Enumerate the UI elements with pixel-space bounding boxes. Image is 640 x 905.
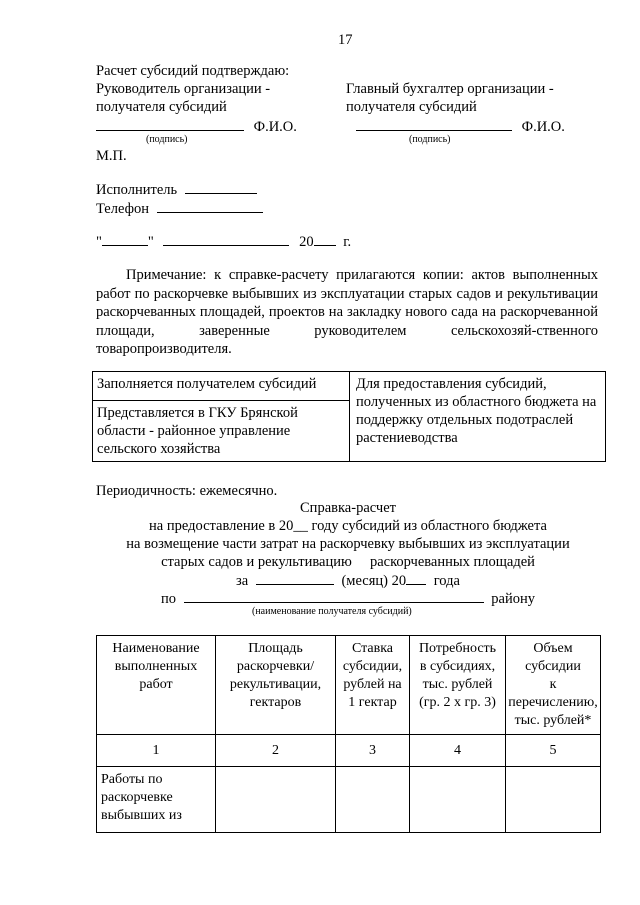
header-cell-work-name: Наименование выполненных работ <box>97 636 216 735</box>
certificate-line1: на предоставление в 20__ году субсидий из областного бюджета <box>149 518 547 534</box>
district-suffix: району <box>491 591 535 607</box>
date-suffix: г. <box>343 234 352 250</box>
head-title-line1: Руководитель организации - <box>96 81 271 97</box>
executor-blank <box>185 180 257 194</box>
date-quote-open: " <box>96 234 102 250</box>
purpose-line3: поддержку отдельных подотраслей <box>356 412 574 428</box>
certificate-line2: на возмещение части затрат на раскорчевку выбывших из эксплуатации <box>126 536 570 552</box>
filled-by-box <box>92 371 350 401</box>
filled-by-text: Заполняется получателем субсидий <box>97 376 317 392</box>
table-number-row <box>97 735 601 767</box>
certificate-line3: старых садов и рекультивацию раскорчеванных площадей <box>161 554 535 570</box>
accountant-signature-caption: (подпись) <box>409 134 451 145</box>
row-need-cell <box>410 767 506 833</box>
head-title-line2: получателя субсидий <box>96 99 227 115</box>
phone-label: Телефон <box>96 201 149 217</box>
row-volume-cell <box>506 767 601 833</box>
year-blank <box>406 571 426 585</box>
subsidy-table <box>96 635 601 833</box>
phone-blank <box>157 199 263 213</box>
period-prefix: за <box>236 573 249 589</box>
phone-line <box>96 199 263 218</box>
column-number-5: 5 <box>506 735 601 767</box>
date-year-blank <box>314 232 336 246</box>
stamp-label: М.П. <box>96 148 127 164</box>
recipient-blank <box>184 589 484 603</box>
recipient-caption: (наименование получателя субсидий) <box>252 606 412 617</box>
header-cell-volume: Объем субсидии к перечислению, тыс. рублей* <box>506 636 601 735</box>
table-row <box>97 767 601 833</box>
column-number-3: 3 <box>336 735 410 767</box>
row-work-name: Работы по раскорчевке выбывших из <box>97 767 216 833</box>
purpose-line2: полученных из областного бюджета на <box>356 394 597 410</box>
submitted-to-line3: сельского хозяйства <box>97 441 221 457</box>
note-paragraph <box>96 266 598 359</box>
district-prefix: по <box>161 591 177 607</box>
submitted-to-line2: области - районное управление <box>97 423 291 439</box>
certificate-title: Справка-расчет <box>300 500 396 516</box>
column-number-1: 1 <box>97 735 216 767</box>
certificate-period-line <box>96 571 600 590</box>
header-cell-rate: Ставка субсидии, рублей на 1 гектар <box>336 636 410 735</box>
row-area-cell <box>216 767 336 833</box>
head-fio-label: Ф.И.О. <box>253 119 297 135</box>
accountant-signature-line <box>356 117 565 136</box>
column-number-4: 4 <box>410 735 506 767</box>
executor-line <box>96 180 257 199</box>
head-signature-line <box>96 117 297 136</box>
head-signature-caption: (подпись) <box>146 134 188 145</box>
accountant-title-line2: получателя субсидий <box>346 99 477 115</box>
accountant-signature-blank <box>356 117 512 131</box>
note-text: Примечание: к справке-расчету прилагаются копии: актов выполненных работ по раскорчевке выбывших из эксплуатации старых садов и рекультивации раскорчеванных площадей, проектов на закладку нового сада на раскорчеванной площади, заверенные руководителем сельскохозяй-ственного товаропроизводителя. <box>96 267 598 357</box>
date-quote-close: " <box>147 234 154 250</box>
periodicity: Периодичность: ежемесячно. <box>96 483 278 499</box>
submitted-to-box <box>92 400 350 462</box>
row-rate-cell <box>336 767 410 833</box>
submitted-to-line1: Представляется в ГКУ Брянской <box>97 405 298 421</box>
purpose-line4: растениеводства <box>356 430 458 446</box>
executor-label: Исполнитель <box>96 182 178 198</box>
purpose-line1: Для предоставления субсидий, <box>356 376 547 392</box>
table-header-row <box>97 636 601 735</box>
date-day-blank <box>102 232 148 246</box>
header-cell-need: Потребность в субсидиях, тыс. рублей (гр. 2 х гр. 3) <box>410 636 506 735</box>
column-number-2: 2 <box>216 735 336 767</box>
head-signature-blank <box>96 117 244 131</box>
accountant-fio-label: Ф.И.О. <box>521 119 565 135</box>
date-month-blank <box>163 232 289 246</box>
accountant-title-line1: Главный бухгалтер организации - <box>346 81 554 97</box>
date-line <box>96 232 351 251</box>
period-middle: (месяц) 20 <box>341 573 407 589</box>
date-year-prefix: 20 <box>299 234 314 250</box>
period-suffix: года <box>433 573 460 589</box>
purpose-box <box>349 371 606 462</box>
header-cell-area: Площадь раскорчевки/ рекультивации, гектаров <box>216 636 336 735</box>
page-number: 17 <box>338 32 353 48</box>
month-blank <box>256 571 334 585</box>
confirm-title: Расчет субсидий подтверждаю: <box>96 63 290 79</box>
